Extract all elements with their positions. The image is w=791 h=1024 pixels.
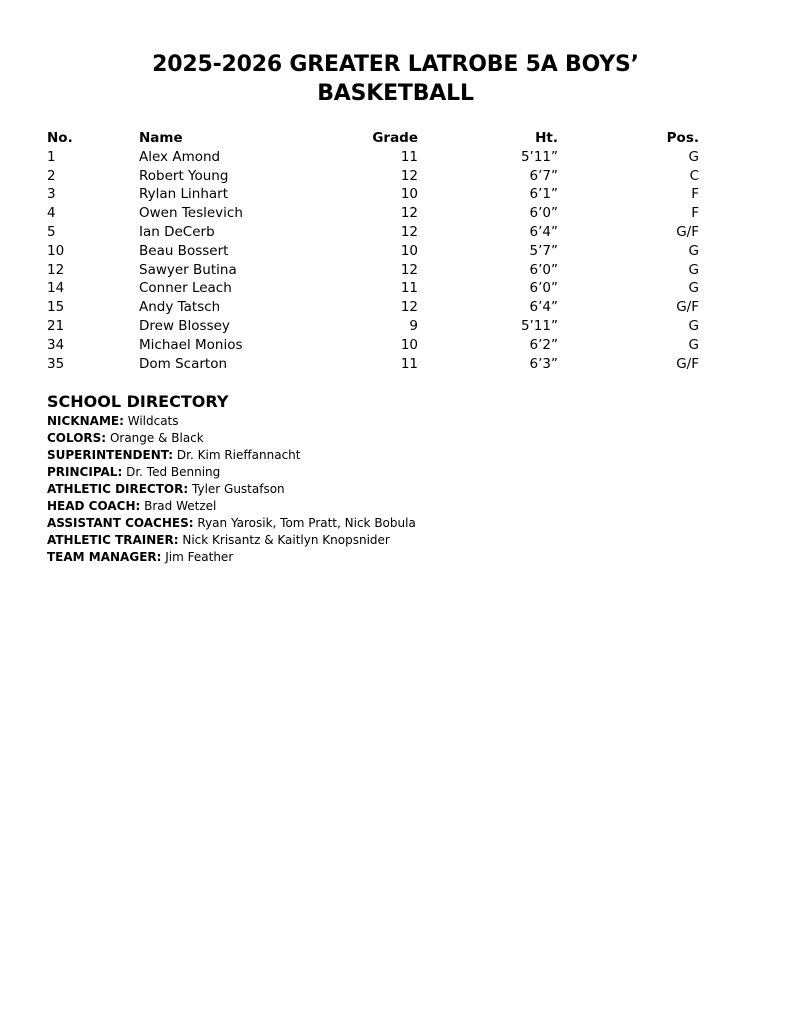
directory-label: ATHLETIC DIRECTOR:: [47, 482, 189, 496]
player-name: Michael Monios: [139, 336, 243, 353]
player-position: C: [689, 167, 699, 184]
player-no: 4: [47, 205, 56, 222]
directory-entry-head-coach: [47, 498, 747, 515]
player-name: Sawyer Butina: [139, 261, 237, 278]
header-position: Pos.: [666, 130, 699, 146]
directory-heading: SCHOOL DIRECTORY: [47, 392, 229, 411]
player-name: Alex Amond: [139, 148, 221, 165]
page-title-line-2: BASKETBALL: [317, 81, 474, 106]
player-grade: 11: [400, 355, 418, 372]
player-height: 6’0”: [529, 280, 558, 297]
player-height: 6’7”: [529, 167, 558, 184]
player-height: 6’0”: [529, 205, 558, 222]
player-grade: 12: [400, 167, 418, 184]
player-height: 6’4”: [529, 299, 558, 316]
player-no: 1: [47, 148, 56, 165]
player-position: G/F: [676, 299, 699, 316]
directory-value: Jim Feather: [165, 550, 234, 564]
table-row: [47, 148, 699, 167]
player-no: 2: [47, 167, 56, 184]
directory-label: ASSISTANT COACHES:: [47, 516, 194, 530]
directory-entry-principal: [47, 464, 747, 481]
school-directory: [47, 392, 747, 566]
directory-label: NICKNAME:: [47, 414, 124, 428]
roster-header-row: [47, 129, 699, 148]
directory-label: PRINCIPAL:: [47, 465, 123, 479]
player-grade: 12: [400, 205, 418, 222]
directory-entry-colors: [47, 430, 747, 447]
player-no: 35: [47, 355, 65, 372]
player-position: F: [691, 186, 699, 203]
player-no: 5: [47, 223, 56, 240]
player-no: 15: [47, 299, 65, 316]
table-row: [47, 223, 699, 242]
table-row: [47, 298, 699, 317]
player-grade: 12: [400, 223, 418, 240]
player-height: 6’2”: [529, 336, 558, 353]
header-height: Ht.: [535, 130, 558, 146]
header-grade: Grade: [372, 130, 418, 146]
directory-label: TEAM MANAGER:: [47, 550, 162, 564]
page-title-line-1: 2025-2026 GREATER LATROBE 5A BOYS’: [152, 52, 639, 77]
table-row: [47, 355, 699, 374]
directory-entry-superintendent: [47, 447, 747, 464]
directory-entry-assistant-coaches: [47, 515, 747, 532]
header-name: Name: [139, 130, 183, 146]
player-height: 5’11”: [520, 317, 558, 334]
player-no: 12: [47, 261, 65, 278]
player-no: 3: [47, 186, 56, 203]
player-grade: 10: [400, 336, 418, 353]
player-height: 5’7”: [529, 242, 558, 259]
player-grade: 10: [400, 242, 418, 259]
player-grade: 12: [400, 261, 418, 278]
player-grade: 11: [400, 148, 418, 165]
player-position: G: [688, 148, 699, 165]
directory-value: Orange & Black: [109, 431, 204, 445]
player-name: Andy Tatsch: [139, 299, 221, 316]
directory-entry-athletic-director: [47, 481, 747, 498]
directory-label: COLORS:: [47, 431, 107, 445]
directory-value: Nick Krisantz & Kaitlyn Knopsnider: [182, 533, 390, 547]
directory-label: ATHLETIC TRAINER:: [47, 533, 179, 547]
directory-entry-athletic-trainer: [47, 532, 747, 549]
player-name: Dom Scarton: [139, 355, 228, 372]
header-no: No.: [47, 130, 73, 146]
directory-value: Dr. Kim Rieffannacht: [176, 448, 301, 462]
player-height: 6’3”: [529, 355, 558, 372]
directory-entry-nickname: [47, 413, 747, 430]
player-grade: 11: [400, 280, 418, 297]
table-row: [47, 167, 699, 186]
player-grade: 10: [400, 186, 418, 203]
player-name: Beau Bossert: [139, 242, 229, 259]
player-name: Drew Blossey: [139, 317, 230, 334]
player-position: G: [688, 261, 699, 278]
player-position: G/F: [676, 355, 699, 372]
player-grade: 12: [400, 299, 418, 316]
player-no: 14: [47, 280, 65, 297]
directory-value: Wildcats: [127, 414, 179, 428]
table-row: [47, 242, 699, 261]
roster-table: [47, 129, 699, 373]
directory-value: Tyler Gustafson: [192, 482, 285, 496]
directory-label: SUPERINTENDENT:: [47, 448, 174, 462]
player-no: 21: [47, 317, 65, 334]
player-name: Robert Young: [139, 167, 229, 184]
player-position: G: [688, 280, 699, 297]
directory-value: Dr. Ted Benning: [126, 465, 221, 479]
player-grade: 9: [409, 317, 418, 334]
directory-value: Brad Wetzel: [144, 499, 217, 513]
player-name: Rylan Linhart: [139, 186, 229, 203]
player-name: Owen Teslevich: [139, 205, 243, 222]
table-row: [47, 204, 699, 223]
player-name: Conner Leach: [139, 280, 232, 297]
player-height: 6’0”: [529, 261, 558, 278]
table-row: [47, 317, 699, 336]
table-row: [47, 185, 699, 204]
player-position: G: [688, 336, 699, 353]
table-row: [47, 336, 699, 355]
player-name: Ian DeCerb: [139, 223, 215, 240]
player-position: G/F: [676, 223, 699, 240]
page-title: [0, 50, 791, 108]
directory-entry-team-manager: [47, 549, 747, 566]
player-height: 6’1”: [529, 186, 558, 203]
player-height: 5’11”: [520, 148, 558, 165]
player-height: 6’4”: [529, 223, 558, 240]
player-no: 10: [47, 242, 65, 259]
player-no: 34: [47, 336, 65, 353]
player-position: G: [688, 242, 699, 259]
player-position: F: [691, 205, 699, 222]
table-row: [47, 261, 699, 280]
table-row: [47, 279, 699, 298]
directory-label: HEAD COACH:: [47, 499, 141, 513]
directory-value: Ryan Yarosik, Tom Pratt, Nick Bobula: [197, 516, 416, 530]
player-position: G: [688, 317, 699, 334]
